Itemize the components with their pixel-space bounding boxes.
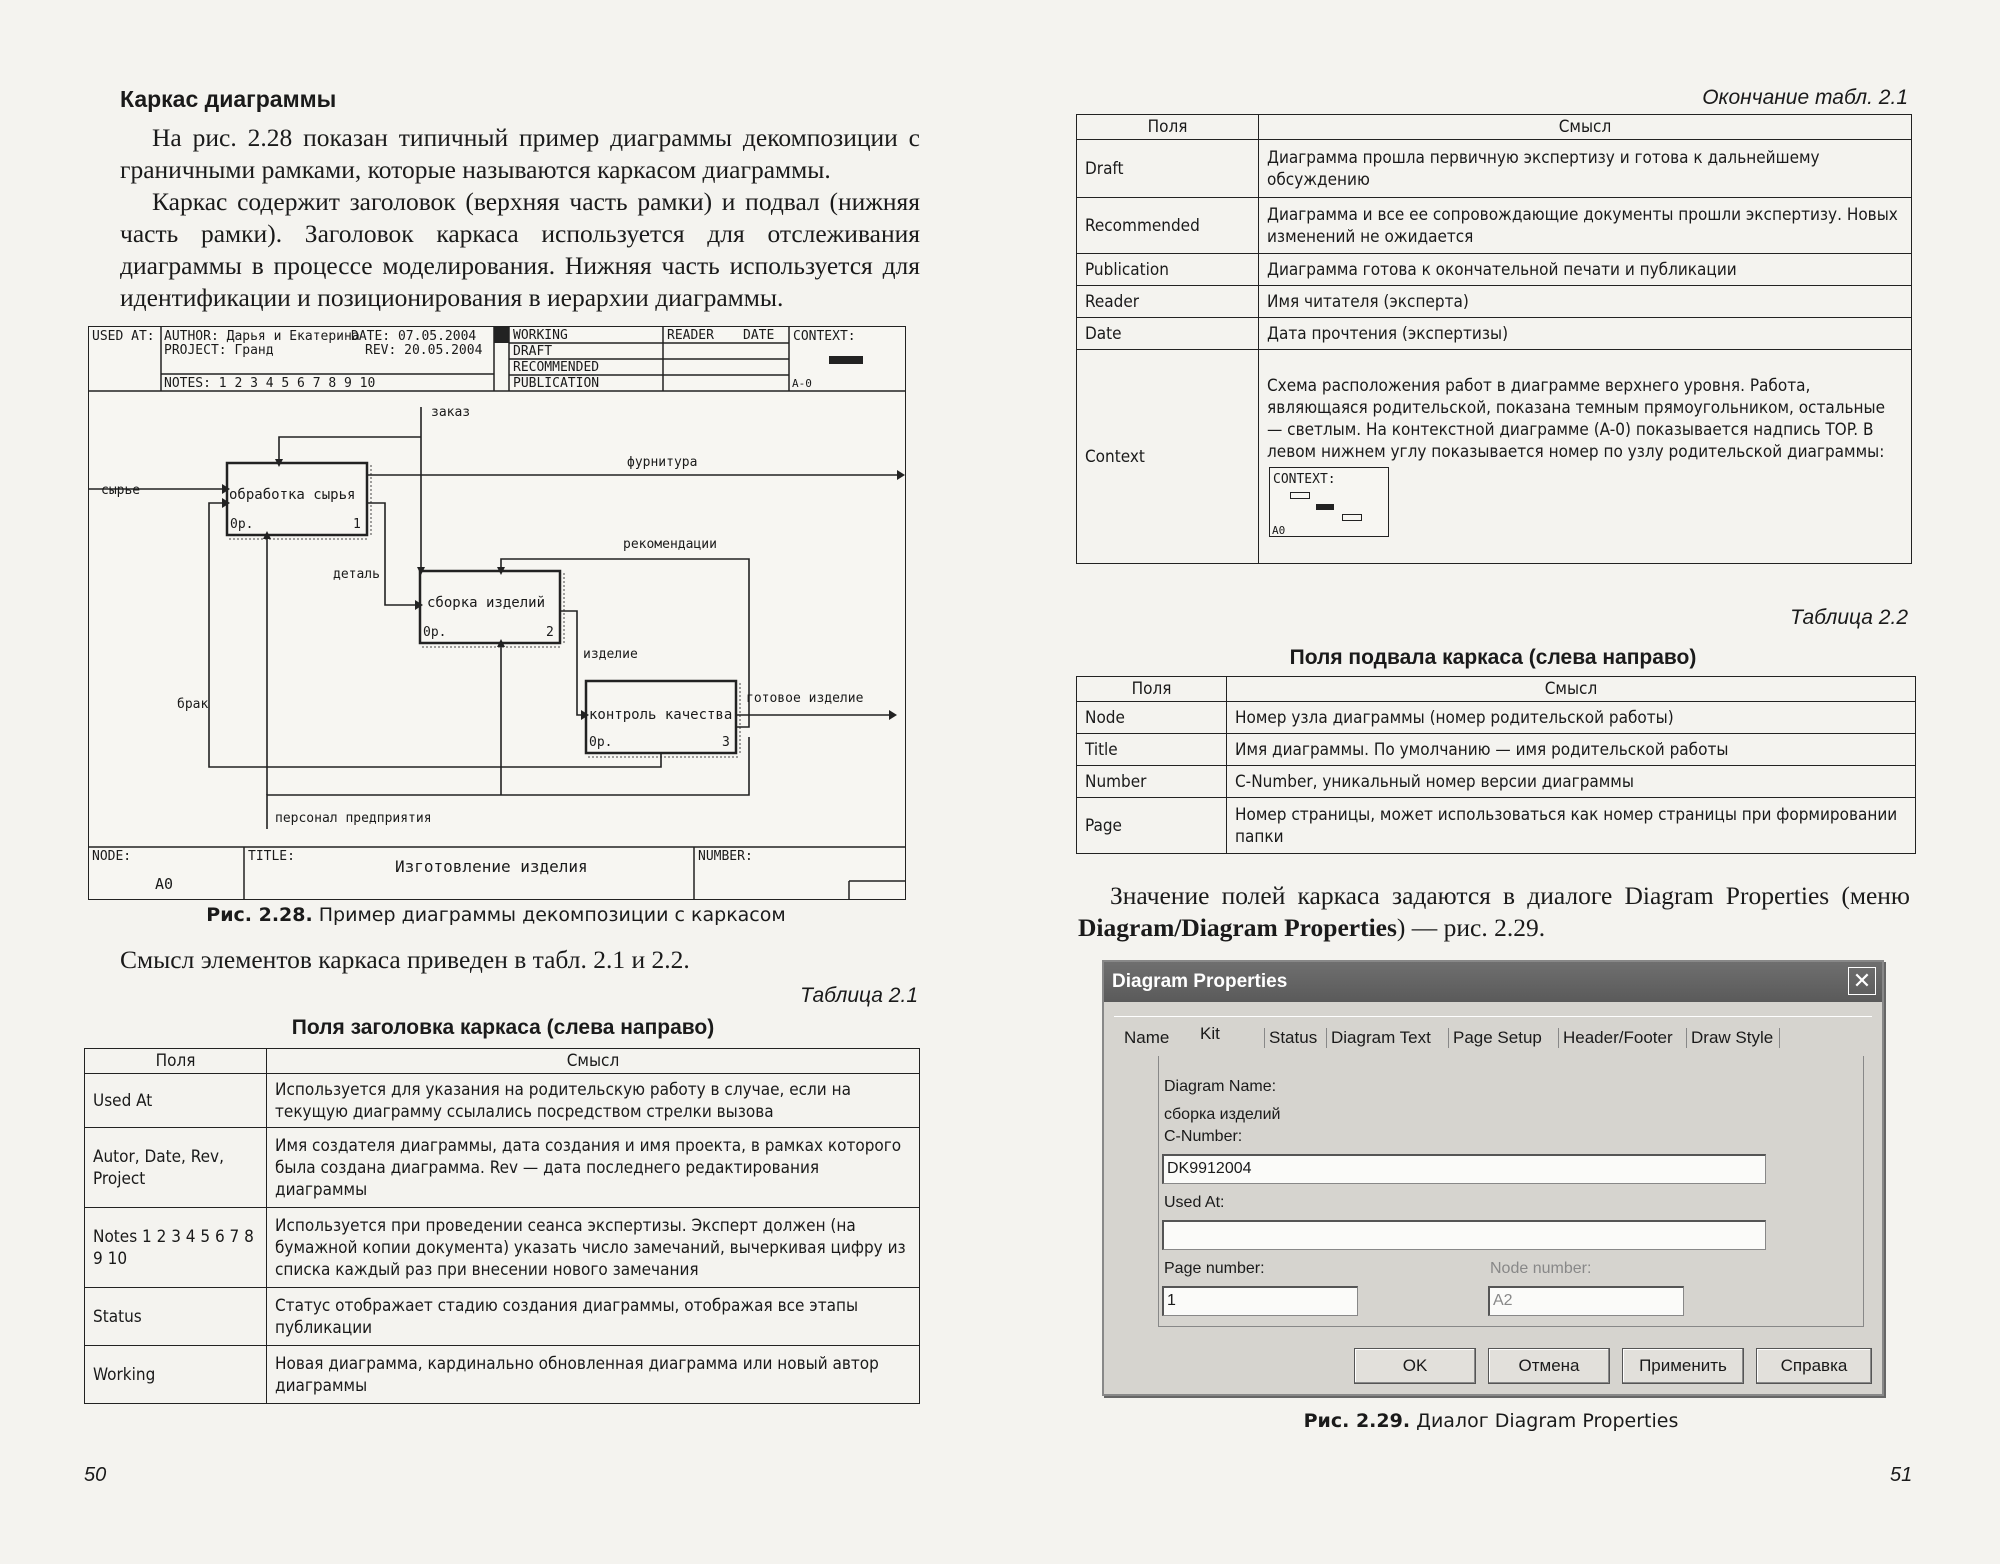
used-at-label: Used At: xyxy=(1164,1194,1225,1211)
ok-button[interactable]: OK xyxy=(1354,1348,1476,1384)
figure-caption xyxy=(88,904,904,926)
page-number-right: 51 xyxy=(1890,1464,1913,1486)
arrow-label-detal: деталь xyxy=(333,567,380,582)
help-button[interactable]: Справка xyxy=(1756,1348,1872,1384)
box-1-num: 1 xyxy=(353,517,361,532)
tab-strip-line xyxy=(1114,1016,1872,1017)
table-row xyxy=(85,1074,920,1128)
page-number-left: 50 xyxy=(84,1464,107,1486)
cell-meaning: Дата прочтения (экспертизы) xyxy=(1259,318,1912,350)
hdr-recommended: RECOMMENDED xyxy=(513,360,600,375)
cnumber-label: C-Number: xyxy=(1164,1128,1243,1145)
arrow-label-brak: брак xyxy=(177,697,209,712)
hdr-rev: REV: 20.05.2004 xyxy=(365,343,483,358)
arrow-label-personal: персонал предприятия xyxy=(275,811,432,826)
ftr-number: NUMBER: xyxy=(698,849,753,864)
intro-menu-path: Diagram/Diagram Properties xyxy=(1078,913,1397,942)
page-number-label: Page number: xyxy=(1164,1260,1265,1277)
col-header-meaning: Смысл xyxy=(1227,677,1916,702)
cell-field: Context xyxy=(1077,350,1259,564)
context-mini-label: CONTEXT: xyxy=(1273,471,1336,487)
ftr-title-value: Изготовление изделия xyxy=(395,857,588,876)
table-row xyxy=(1077,140,1912,198)
cell-meaning: Статус отображает стадию создания диаграммы, отображая все этапы публикации xyxy=(267,1288,920,1346)
paragraph-2: Каркас содержит заголовок (верхняя часть рамки) и подвал (нижняя часть рамки). Заголовок каркаса используется для отслеживания диаграммы в процессе моделирования. Нижняя часть используется для идентификации и позиционирования в иерархии диаграммы. xyxy=(120,187,920,312)
arrow-label-furnitura: фурнитура xyxy=(627,455,698,470)
table-row xyxy=(85,1346,920,1404)
box-1-label: обработка сырья xyxy=(229,487,356,503)
context-description: Схема расположения работ в диаграмме верхнего уровня. Работа, являющаяся родительской, показана темным прямоугольником, остальные — светлым. На контекстной диаграмме (A-0) показывается надпись TOP. В левом нижнем углу показывается номер по узлу родительской диаграммы: xyxy=(1267,375,1886,462)
box-3-label: контроль качества xyxy=(589,707,733,723)
ftr-title: TITLE: xyxy=(248,849,295,864)
cell-field: Title xyxy=(1077,734,1227,766)
diagram-properties-dialog xyxy=(1102,960,1884,1396)
cell-meaning: Имя читателя (эксперта) xyxy=(1259,286,1912,318)
diagram-lines xyxy=(89,327,905,899)
table-2-2-name: Таблица 2.2 xyxy=(1790,606,1908,629)
hdr-publication: PUBLICATION xyxy=(513,376,600,391)
section-heading: Каркас диаграммы xyxy=(120,86,337,112)
table-2-2 xyxy=(1076,676,1916,854)
table-row xyxy=(1077,318,1912,350)
cell-field: Recommended xyxy=(1077,198,1259,254)
cell-field: Status xyxy=(85,1288,267,1346)
table-row xyxy=(1077,766,1916,798)
intro-part-1: Значение полей каркаса задаются в диалоге Diagram Properties (меню xyxy=(1110,881,1910,910)
table-row xyxy=(1077,702,1916,734)
arrow-label-izdelie: изделие xyxy=(583,647,638,662)
idef0-diagram xyxy=(88,326,906,900)
cell-field: Date xyxy=(1077,318,1259,350)
ftr-node: NODE: xyxy=(92,849,132,864)
cell-meaning: Номер узла диаграммы (номер родительской работы) xyxy=(1227,702,1916,734)
cell-field: Working xyxy=(85,1346,267,1404)
cell-meaning: Диаграмма готова к окончательной печати и публикации xyxy=(1259,254,1912,286)
box-2-label: сборка изделий xyxy=(427,595,546,611)
hdr-a0: A-0 xyxy=(792,377,812,390)
col-header-meaning: Смысл xyxy=(267,1049,920,1074)
cell-field: Page xyxy=(1077,798,1227,854)
col-header-fields: Поля xyxy=(85,1049,267,1074)
table-row xyxy=(1077,254,1912,286)
context-box-dark xyxy=(1316,504,1334,510)
table-row xyxy=(1077,350,1912,564)
col-header-fields: Поля xyxy=(1077,115,1259,140)
cell-meaning: Новая диаграмма, кардинально обновленная диаграмма или новый автор диаграммы xyxy=(267,1346,920,1404)
table-name: Таблица 2.1 xyxy=(800,984,918,1007)
figure-caption-2 xyxy=(1102,1410,1880,1432)
caption-number: Рис. 2.28. xyxy=(206,904,313,926)
cell-meaning: Диаграмма прошла первичную экспертизу и готова к дальнейшему обсуждению xyxy=(1259,140,1912,198)
box-1-cost: 0р. xyxy=(230,517,254,532)
dialog-title: Diagram Properties xyxy=(1112,971,1288,992)
intro-text xyxy=(120,122,920,314)
table-2-2-title: Поля подвала каркаса (слева направо) xyxy=(1289,646,1697,669)
diagram-name-label: Diagram Name: xyxy=(1164,1078,1277,1095)
cell-meaning: Номер страницы, может использоваться как номер страницы при формировании папки xyxy=(1227,798,1916,854)
hdr-notes: NOTES: 1 2 3 4 5 6 7 8 9 10 xyxy=(164,376,376,391)
hdr-draft: DRAFT xyxy=(513,344,553,359)
table-title: Поля заголовка каркаса (слева направо) xyxy=(291,1016,715,1039)
tab-header-footer[interactable]: Header/Footer xyxy=(1558,1028,1673,1048)
context-box-light xyxy=(1342,514,1362,521)
hdr-working: WORKING xyxy=(513,328,568,343)
cell-field: Used At xyxy=(85,1074,267,1128)
node-number-input[interactable]: A2 xyxy=(1488,1286,1684,1316)
cell-meaning: Используется для указания на родительскую работу в случае, если на текущую диаграмму ссылались посредством стрелки вызова xyxy=(267,1074,920,1128)
paragraph-1: На рис. 2.28 показан типичный пример диаграммы декомпозиции с граничными рамками, которые называются каркасом диаграммы. xyxy=(120,123,920,184)
cell-field: Reader xyxy=(1077,286,1259,318)
table-row xyxy=(85,1288,920,1346)
tab-kit[interactable]: Kit xyxy=(1200,1024,1220,1043)
table-row xyxy=(85,1208,920,1288)
arrow-label-zakaz: заказ xyxy=(431,405,471,420)
diagram-name-value: сборка изделий xyxy=(1164,1106,1281,1123)
tab-page-setup[interactable]: Page Setup xyxy=(1448,1028,1542,1048)
tab-status[interactable]: Status xyxy=(1264,1028,1317,1048)
cancel-button[interactable]: Отмена xyxy=(1488,1348,1610,1384)
cell-field: Number xyxy=(1077,766,1227,798)
cnumber-input[interactable]: DK9912004 xyxy=(1162,1154,1766,1184)
cell-meaning: Имя создателя диаграммы, дата создания и имя проекта, в рамках которого была создана диаграмма. Rev — дата последнего редактирования диаграммы xyxy=(267,1128,920,1208)
close-icon[interactable]: ✕ xyxy=(1848,967,1876,995)
caption-text: Пример диаграммы декомпозиции с каркасом xyxy=(312,904,786,926)
hdr-reader: READER xyxy=(667,328,714,343)
cell-meaning: Имя диаграммы. По умолчанию — имя родительской работы xyxy=(1227,734,1916,766)
paragraph-dialog-intro xyxy=(1078,880,1910,944)
right-page xyxy=(1000,0,2000,1564)
cell-meaning: Используется при проведении сеанса экспертизы. Эксперт должен (на бумажной копии документа) указать число замечаний, вычеркивая цифру из списка каждый раз при внесении нового замечания xyxy=(267,1208,920,1288)
apply-button[interactable]: Применить xyxy=(1622,1348,1744,1384)
dialog-titlebar xyxy=(1104,962,1882,1002)
arrow-label-syrie: сырье xyxy=(101,483,141,498)
cell-field: Draft xyxy=(1077,140,1259,198)
context-mini-node: A0 xyxy=(1272,523,1286,537)
tab-diagram-text[interactable]: Diagram Text xyxy=(1326,1028,1431,1048)
hdr-author: AUTHOR: Дарья и Екатерина xyxy=(164,329,360,344)
col-header-fields: Поля xyxy=(1077,677,1227,702)
table-row xyxy=(1077,198,1912,254)
table-row xyxy=(1077,734,1916,766)
table-row xyxy=(1077,798,1916,854)
box-3-num: 3 xyxy=(722,735,730,750)
ftr-node-value: A0 xyxy=(155,875,174,893)
context-box-light xyxy=(1290,492,1310,499)
tab-draw-style[interactable]: Draw Style xyxy=(1686,1028,1780,1048)
tab-name[interactable]: Name xyxy=(1124,1028,1170,1047)
cell-meaning xyxy=(1259,350,1912,564)
arrow-label-rekomendacii: рекомендации xyxy=(623,537,717,552)
caption-text: Диалог Diagram Properties xyxy=(1410,1410,1679,1432)
cell-meaning: Диаграмма и все ее сопровождающие документы прошли экспертизу. Новых изменений не ожидается xyxy=(1259,198,1912,254)
cell-field: Notes 1 2 3 4 5 6 7 8 9 10 xyxy=(85,1208,267,1288)
node-number-label: Node number: xyxy=(1490,1260,1592,1277)
intro-part-2: ) — рис. 2.29. xyxy=(1396,913,1546,942)
box-2-cost: 0р. xyxy=(423,625,447,640)
table-row xyxy=(1077,286,1912,318)
page-number-input[interactable]: 1 xyxy=(1162,1286,1358,1316)
arrow-label-gotovoe: готовое изделие xyxy=(746,691,864,706)
box-3-cost: 0р. xyxy=(589,735,613,750)
hdr-context: CONTEXT: xyxy=(793,329,856,344)
box-2-num: 2 xyxy=(546,625,554,640)
continuation-name: Окончание табл. 2.1 xyxy=(1702,86,1908,109)
hdr-used-at: USED AT: xyxy=(92,329,155,344)
table-2-1 xyxy=(84,1048,920,1404)
hdr-project: PROJECT: Гранд xyxy=(164,343,274,358)
table-row xyxy=(85,1128,920,1208)
table-2-1-continued xyxy=(1076,114,1912,564)
cell-field: Autor, Date, Rev, Project xyxy=(85,1128,267,1208)
cell-field: Node xyxy=(1077,702,1227,734)
context-mini-diagram xyxy=(1269,467,1389,537)
col-header-meaning: Смысл xyxy=(1259,115,1912,140)
hdr-date: DATE: 07.05.2004 xyxy=(351,329,477,344)
hdr-reader-date: DATE xyxy=(743,328,775,343)
used-at-input[interactable] xyxy=(1162,1220,1766,1250)
cell-meaning: C-Number, уникальный номер версии диаграммы xyxy=(1227,766,1916,798)
caption-number: Рис. 2.29. xyxy=(1303,1410,1411,1432)
paragraph-3: Смысл элементов каркаса приведен в табл. 2.1 и 2.2. xyxy=(120,945,690,974)
cell-field: Publication xyxy=(1077,254,1259,286)
